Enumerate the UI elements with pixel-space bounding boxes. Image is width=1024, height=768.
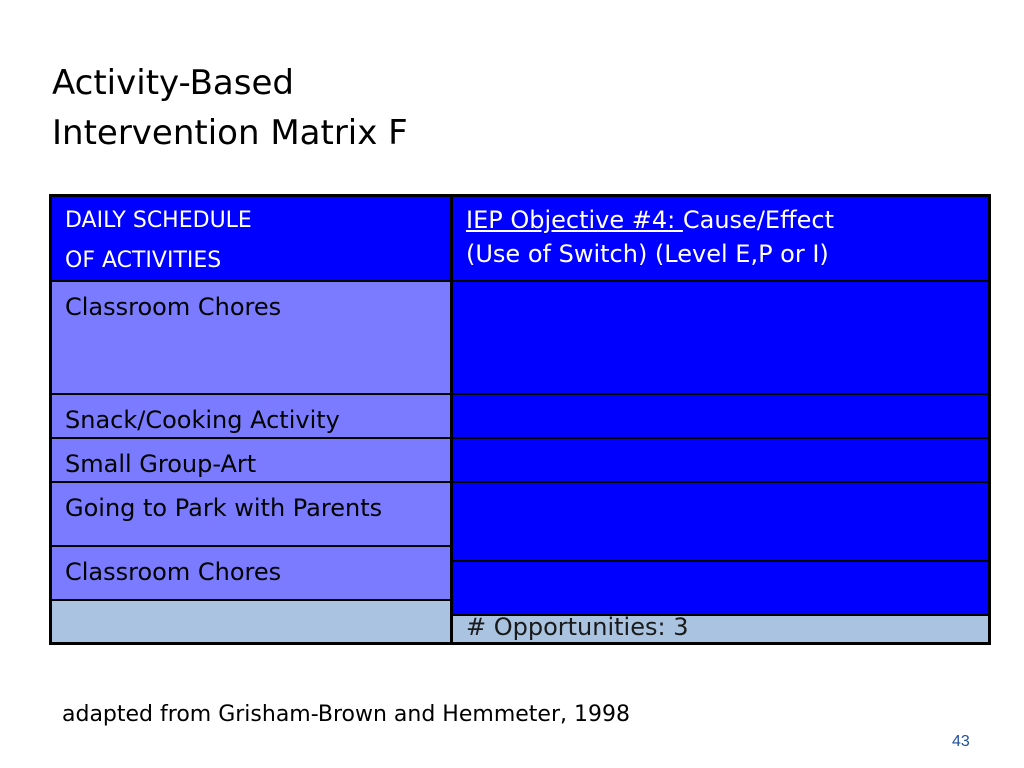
header-left-line-1: DAILY SCHEDULE [65,208,252,233]
iep-objective-text: Cause/Effect [682,206,834,234]
activity-cell: Going to Park with Parents [52,483,450,545]
objective-cell [453,562,988,614]
page-number: 43 [952,733,970,750]
header-daily-schedule [52,197,450,280]
activity-cell: Small Group-Art [52,439,450,481]
title-line-2: Intervention Matrix F [52,113,408,153]
title-line-1: Activity-Based [52,63,294,103]
opportunities-cell [453,616,988,642]
header-right-line-2: (Use of Switch) (Level E,P or I) [466,240,829,268]
opportunities-label-cell [52,601,450,642]
slide-title [52,58,752,158]
header-right-line-1 [466,203,988,237]
objective-cell [453,282,988,393]
activity-cell: Snack/Cooking Activity [52,395,450,437]
objective-cell [453,483,988,560]
objective-cell [453,439,988,481]
header-left-line-2: OF ACTIVITIES [65,248,222,273]
activity-cell: Classroom Chores [52,547,450,599]
activity-cell: Classroom Chores [52,282,450,393]
intervention-matrix-table [49,194,991,645]
opportunities-text: # Opportunities: 3 [466,616,689,641]
header-iep-objective [453,197,988,280]
citation: adapted from Grisham-Brown and Hemmeter, 1998 [62,702,630,727]
iep-objective-link[interactable]: IEP Objective #4: [466,206,683,234]
objective-cell [453,395,988,437]
